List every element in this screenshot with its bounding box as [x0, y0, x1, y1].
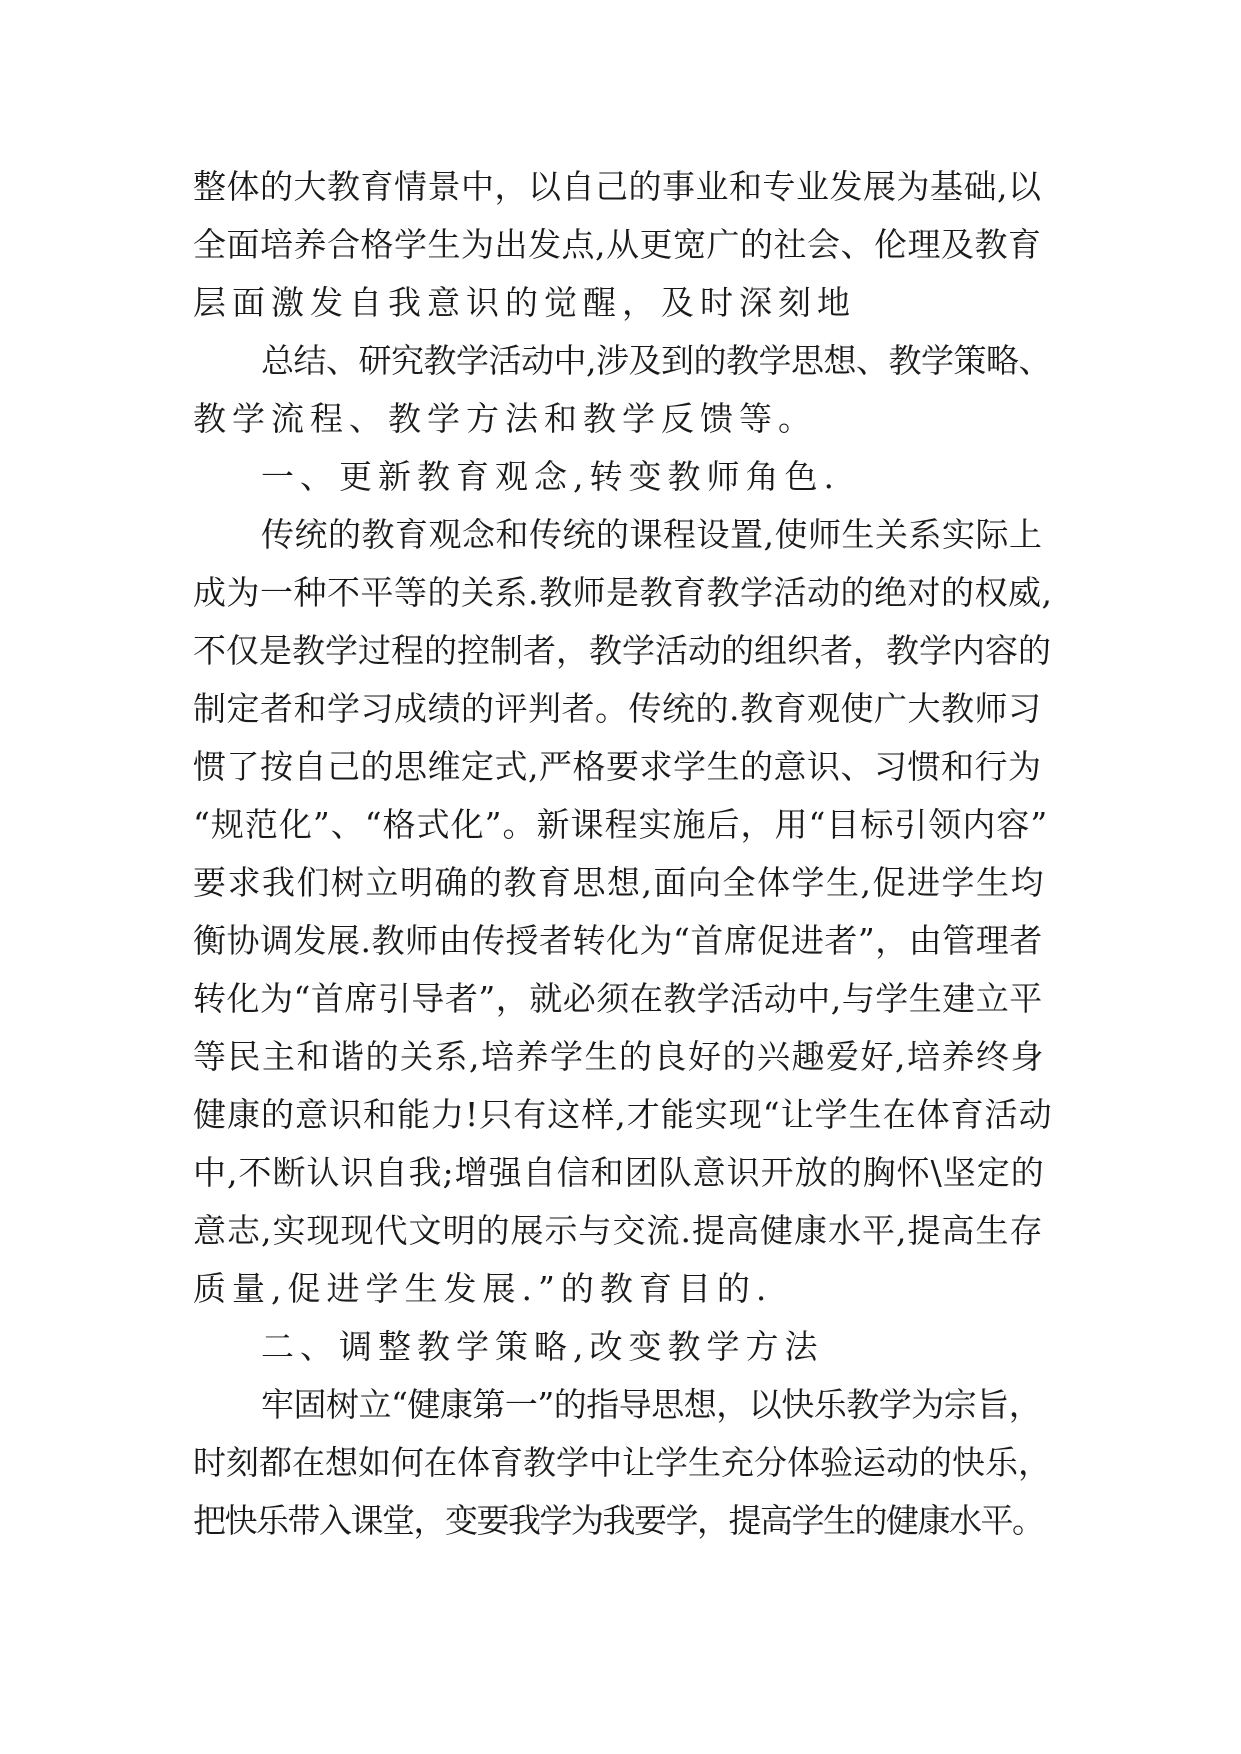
text-line: 不仅是教学过程的控制者，教学活动的组织者，教学内容的 — [193, 631, 1051, 670]
document-body — [193, 158, 1053, 1550]
text-line: 教学流程、教学方法和教学反馈等。 — [193, 399, 817, 438]
paragraph-start-line: 总结、研究教学活动中,涉及到的教学思想、教学策略、 — [261, 341, 1051, 380]
text-line: 意志,实现现代文明的展示与交流.提高健康水平,提高生存 — [193, 1211, 1044, 1250]
text-line: 衡协调发展.教师由传授者转化为“首席促进者”，由管理者 — [193, 921, 1043, 960]
text-line: “规范化”、“格式化”。新课程实施后，用“目标引领内容” — [193, 805, 1049, 844]
text-line: 健康的意识和能力!只有这样,才能实现“让学生在体育活动 — [193, 1095, 1053, 1134]
section-heading: 一、更新教育观念,转变教师角色. — [261, 457, 840, 496]
text-line: 制定者和学习成绩的评判者。传统的.教育观使广大教师习 — [193, 689, 1042, 728]
text-line: 质量,促进学生发展.”的教育目的. — [193, 1269, 773, 1308]
paragraph-start-line: 传统的教育观念和传统的课程设置,使师生关系实际上 — [261, 515, 1043, 554]
text-line: 整体的大教育情景中，以自己的事业和专业发展为基础,以 — [193, 167, 1042, 206]
text-line: 层面激发自我意识的觉醒，及时深刻地 — [193, 283, 856, 322]
text-line: 要求我们树立明确的教育思想,面向全体学生,促进学生均 — [193, 863, 1045, 902]
text-line: 中,不断认识自我;增强自信和团队意识开放的胸怀\坚定的 — [193, 1153, 1045, 1192]
text-line: 成为一种不平等的关系.教师是教育教学活动的绝对的权威, — [193, 573, 1053, 612]
text-line: 把快乐带入课堂，变要我学为我要学，提高学生的健康水平。 — [193, 1501, 1044, 1540]
text-line: 全面培养合格学生为出发点,从更宽广的社会、伦理及教育 — [193, 225, 1042, 264]
text-line: 时刻都在想如何在体育教学中让学生充分体验运动的快乐， — [193, 1443, 1051, 1482]
paragraph-start-line: 牢固树立“健康第一”的指导思想，以快乐教学为宗旨， — [261, 1385, 1042, 1424]
text-line: 惯了按自己的思维定式,严格要求学生的意识、习惯和行为 — [193, 747, 1042, 786]
section-heading: 二、调整教学策略,改变教学方法 — [261, 1327, 824, 1366]
text-line: 等民主和谐的关系,培养学生的良好的兴趣爱好,培养终身 — [193, 1037, 1045, 1076]
text-line: 转化为“首席引导者”，就必须在教学活动中,与学生建立平 — [193, 979, 1043, 1018]
